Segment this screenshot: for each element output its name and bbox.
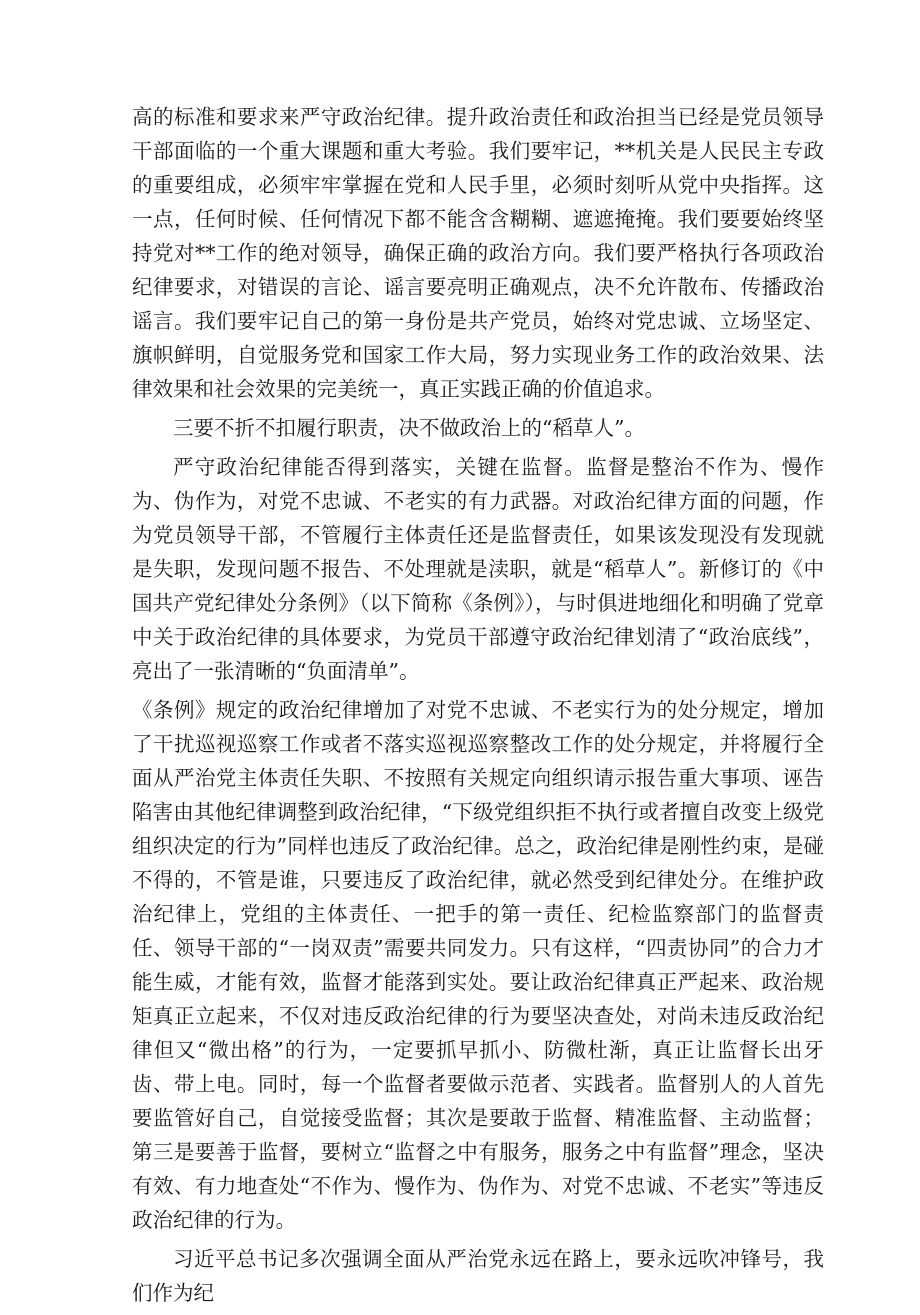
- paragraph-2-heading: 三要不折不扣履行职责，决不做政治上的“稻草人”。: [173, 416, 645, 440]
- paragraph-3: 严守政治纪律能否得到落实，关键在监督。监督是整治不作为、慢作为、伪作为，对党不忠诚、不老实的有力武器。对政治纪律方面的问题，作为党员领导干部，不管履行主体责任还是监督责任，如果该发现没有发现就是失职，发现问题不报告、不处理就是渎职，就是“稻草人”。新修订的《中国共产党纪律处分条例》（以下简称《条例》），与时俱进地细化和明确了党章中关于政治纪律的具体要求，为党员干部遵守政治纪律划清了“政治底线”，亮出了一张清晰的“负面清单”。: [132, 455, 824, 683]
- paragraph-4: 《条例》规定的政治纪律增加了对党不忠诚、不老实行为的处分规定，增加了干扰巡视巡察工作或者不落实巡视巡察整改工作的处分规定，并将履行全面从严治党主体责任失职、不按照有关规定向组织请示报告重大事项、诬告陷害由其他纪律调整到政治纪律，“下级党组织拒不执行或者擅自改变上级党组织决定的行为”同样也违反了政治纪律。总之，政治纪律是刚性约束，是碰不得的，不管是谁，只要违反了政治纪律，就必然受到纪律处分。在维护政治纪律上，党组的主体责任、一把手的第一责任、纪检监察部门的监督责任、领导干部的“一岗双责”需要共同发力。只有这样，“四责协同”的合力才能生威，才能有效，监督才能落到实处。要让政治纪律真正严起来、政治规矩真正立起来，不仅对违反政治纪律的行为要坚决查处，对尚未违反政治纪律但又“微出格”的行为，一定要抓早抓小、防微杜渐，真正让监督长出牙齿、带上电。同时，每一个监督者要做示范者、实践者。监督别人的人首先要监管好自己，自觉接受监督；其次是要敢于监督、精准监督、主动监督；第三是要善于监督，要树立“监督之中有服务，服务之中有监督”理念，坚决有效、有力地查处“不作为、慢作为、伪作为、对党不忠诚、不老实”等违反政治纪律的行为。: [132, 698, 824, 1232]
- document-body: [132, 100, 824, 1315]
- paragraph-5: 习近平总书记多次强调全面从严治党永远在路上，要永远吹冲锋号，我们作为纪: [132, 1247, 824, 1305]
- paragraph-1: 高的标准和要求来严守政治纪律。提升政治责任和政治担当已经是党员领导干部面临的一个重大课题和重大考验。我们要牢记，**机关是人民民主专政的重要组成，必须牢牢掌握在党和人民手里，必须时刻听从党中央指挥。这一点，任何时候、任何情况下都不能含含糊糊、遮遮掩掩。我们要要始终坚持党对**工作的绝对领导，确保正确的政治方向。我们要严格执行各项政治纪律要求，对错误的言论、谣言要亮明正确观点，决不允许散布、传播政治谣言。我们要牢记自己的第一身份是共产党员，始终对党忠诚、立场坚定、旗帜鲜明，自觉服务党和国家工作大局，努力实现业务工作的政治效果、法律效果和社会效果的完美统一，真正实践正确的价值追求。: [132, 105, 824, 401]
